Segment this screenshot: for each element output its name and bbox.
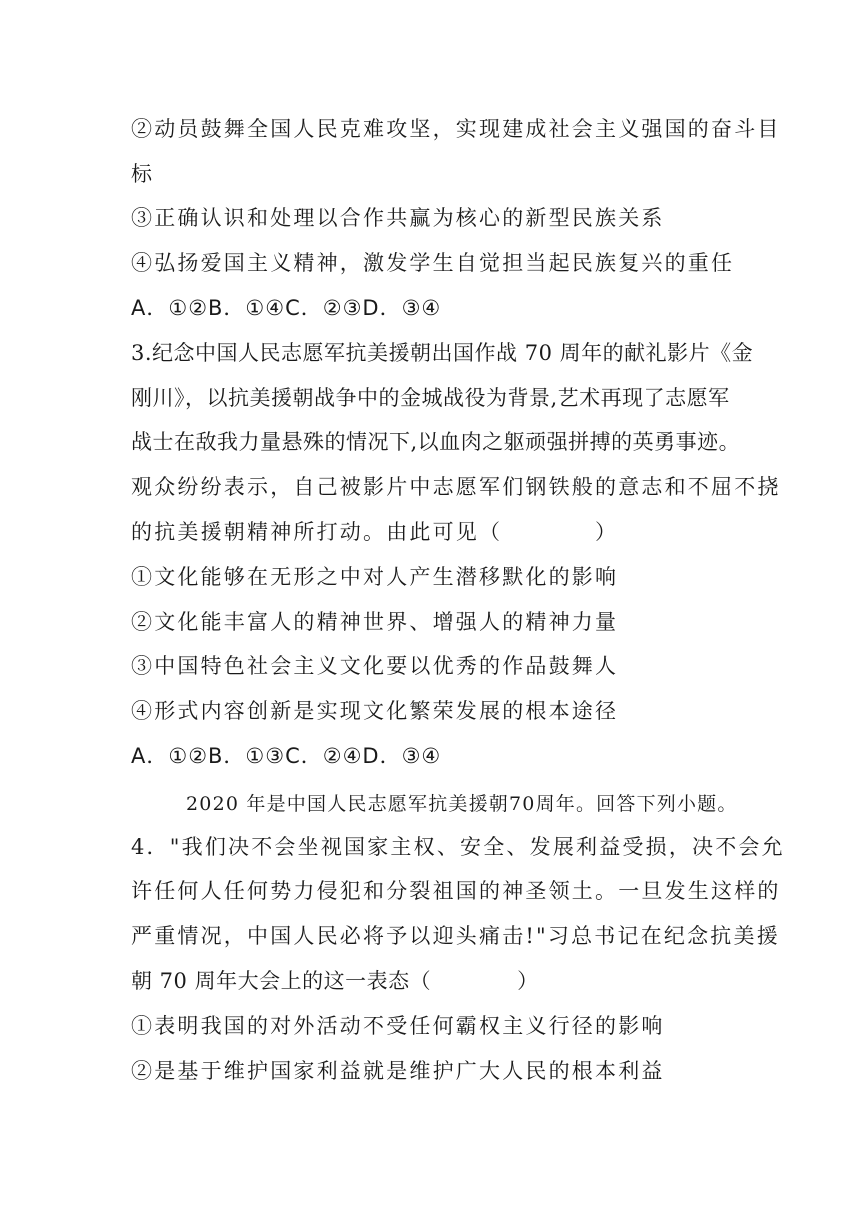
question-4-line-4: 朝 70 周年大会上的这一表态（ ） xyxy=(131,969,539,993)
question-3-line-5: 的抗美援朝精神所打动。由此可见（ ） xyxy=(131,520,619,544)
answer-choices-q3: A．①②B．①③C．②④D．③④ xyxy=(131,744,442,768)
q3-statement-4: ④形式内容创新是实现文化繁荣发展的根本途径 xyxy=(131,699,619,723)
question-4-line-2: 许任何人任何势力侵犯和分裂祖国的神圣领土。一旦发生这样的 xyxy=(131,879,781,903)
option-4-line: ④弘扬爱国主义精神，激发学生自觉担当起民族复兴的重任 xyxy=(131,251,735,275)
q3-statement-2: ②文化能丰富人的精神世界、增强人的精神力量 xyxy=(131,610,619,634)
question-3-line-1: 3.纪念中国人民志愿军抗美援朝出国作战 70 周年的献礼影片《金 xyxy=(131,341,754,365)
answer-choices-q2: A．①②B．①④C．②③D．③④ xyxy=(131,296,442,320)
option-2-continuation: 标 xyxy=(131,162,155,186)
question-3-line-3: 战士在敌我力量悬殊的情况下,以血肉之躯顽强拼搏的英勇事迹。 xyxy=(131,430,741,454)
q3-statement-1: ①文化能够在无形之中对人产生潜移默化的影响 xyxy=(131,565,619,589)
section-intro: 2020 年是中国人民志愿军抗美援朝70周年。回答下列小题。 xyxy=(186,793,738,815)
option-3-line: ③正确认识和处理以合作共赢为核心的新型民族关系 xyxy=(131,206,665,230)
q4-statement-2: ②是基于维护国家利益就是维护广大人民的根本利益 xyxy=(131,1059,665,1083)
question-3-line-2: 刚川》，以抗美援朝战争中的金城战役为背景,艺术再现了志愿军 xyxy=(131,386,730,410)
q4-statement-1: ①表明我国的对外活动不受任何霸权主义行径的影响 xyxy=(131,1014,665,1038)
question-4-line-3: 严重情况，中国人民必将予以迎头痛击!"习总书记在纪念抗美援 xyxy=(131,924,780,948)
option-2-line: ②动员鼓舞全国人民克难攻坚，实现建成社会主义强国的奋斗目 xyxy=(131,117,781,141)
question-4-line-1: 4．"我们决不会坐视国家主权、安全、发展利益受损，决不会允 xyxy=(131,835,785,859)
question-3-line-4: 观众纷纷表示，自己被影片中志愿军们钢铁般的意志和不屈不挠 xyxy=(131,475,781,499)
q3-statement-3: ③中国特色社会主义文化要以优秀的作品鼓舞人 xyxy=(131,654,619,678)
